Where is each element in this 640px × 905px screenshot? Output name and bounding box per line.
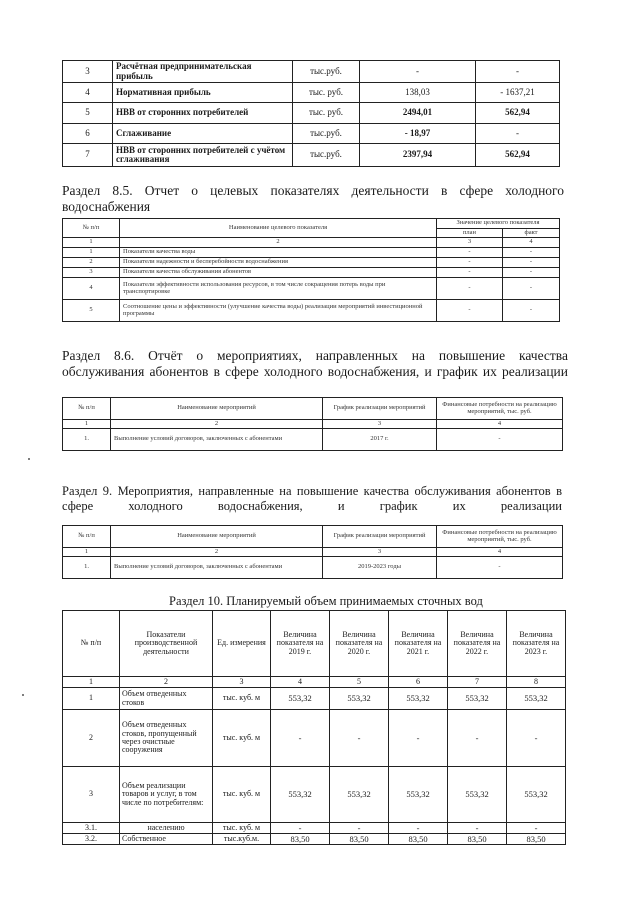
- table-row: [63, 61, 560, 83]
- index-cell: 3: [323, 548, 437, 557]
- header-number: № п/п: [63, 398, 111, 420]
- plan-value: -: [437, 268, 503, 278]
- index-cell: 2: [120, 677, 213, 688]
- schedule-value: 2017 г.: [323, 429, 437, 451]
- indicator-name: НВВ от сторонних потребителей с учётом сглаживания: [113, 144, 293, 167]
- value-2022: 553,32: [448, 688, 507, 710]
- value-2020: 553,32: [330, 688, 389, 710]
- value-2019: -: [271, 823, 330, 834]
- unit-cell: тыс. куб. м: [213, 823, 271, 834]
- indicator-name: населению: [120, 823, 213, 834]
- row-number: 1.: [63, 429, 111, 451]
- table-row: [63, 834, 566, 845]
- value-2019: 553,32: [271, 767, 330, 823]
- value-2021: 553,32: [389, 767, 448, 823]
- section-heading-8-5: Раздел 8.5. Отчет о целевых показателях деятельности в сфере холодного водоснабжения: [62, 183, 564, 214]
- value-2019: 553,32: [271, 688, 330, 710]
- header-measure-name: Наименование мероприятий: [111, 526, 323, 548]
- header-indicator-name: Наименование целевого показателя: [120, 219, 437, 238]
- plan-value: -: [437, 278, 503, 300]
- index-cell: 1: [63, 548, 111, 557]
- row-number: 1: [63, 688, 120, 710]
- table-row: [63, 124, 560, 144]
- row-number: 5: [63, 103, 113, 124]
- value-cell: 562,94: [476, 144, 560, 167]
- measure-name: Выполнение условий договоров, заключенных с абонентами: [111, 429, 323, 451]
- row-number: 5: [63, 300, 120, 322]
- value-2020: -: [330, 823, 389, 834]
- table-row: [63, 429, 563, 451]
- row-number: 2: [63, 710, 120, 767]
- plan-value: -: [437, 258, 503, 268]
- header-plan: план: [437, 229, 503, 238]
- row-number: 4: [63, 278, 120, 300]
- table-row: [63, 557, 563, 579]
- planned-measures-table: [62, 525, 563, 579]
- value-cell: 562,94: [476, 103, 560, 124]
- table-row: [63, 248, 560, 258]
- indicators-table: [62, 60, 560, 167]
- indicator-name: Объем реализации товаров и услуг, в том числе по потребителям:: [120, 767, 213, 823]
- index-cell: 2: [111, 420, 323, 429]
- index-cell: 2: [120, 238, 437, 248]
- value-cell: -: [476, 124, 560, 144]
- header-unit: Ед. измерения: [213, 611, 271, 677]
- row-number: 3.2.: [63, 834, 120, 845]
- section-heading-8-6: Раздел 8.6. Отчёт о мероприятиях, направленных на повышение качества обслуживания абонентов в сфере холодного водоснабжения, и график их реализации: [62, 348, 568, 379]
- row-number: 2: [63, 258, 120, 268]
- indicator-name: Показатели качества воды: [120, 248, 437, 258]
- header-schedule: График реализации мероприятий: [323, 526, 437, 548]
- header-finance: Финансовые потребности на реализацию мероприятий, тыс. руб.: [437, 398, 563, 420]
- unit-cell: тыс.руб.: [293, 61, 360, 83]
- index-cell: 4: [437, 548, 563, 557]
- row-number: 3: [63, 767, 120, 823]
- targets-table: [62, 218, 560, 322]
- indicator-name: Нормативная прибыль: [113, 83, 293, 103]
- indicator-name: Сглаживание: [113, 124, 293, 144]
- index-cell: 4: [437, 420, 563, 429]
- value-2022: 83,50: [448, 834, 507, 845]
- unit-cell: тыс. куб. м: [213, 710, 271, 767]
- indicator-name: Соотношение цены и эффективности (улучшение качества воды) реализации мероприятий инвестиционной программы: [120, 300, 437, 322]
- header-schedule: График реализации мероприятий: [323, 398, 437, 420]
- header-fact: факт: [503, 229, 560, 238]
- indicator-name: Показатели качества обслуживания абонентов: [120, 268, 437, 278]
- fact-value: -: [503, 300, 560, 322]
- row-number: 6: [63, 124, 113, 144]
- index-cell: 7: [448, 677, 507, 688]
- unit-cell: тыс. куб. м: [213, 767, 271, 823]
- value-2022: 553,32: [448, 767, 507, 823]
- table-row: [63, 688, 566, 710]
- value-2020: 553,32: [330, 767, 389, 823]
- row-number: 4: [63, 83, 113, 103]
- header-year-2022: Величина показателя на 2022 г.: [448, 611, 507, 677]
- index-cell: 3: [437, 238, 503, 248]
- header-measure-name: Наименование мероприятий: [111, 398, 323, 420]
- value-2023: 83,50: [507, 834, 566, 845]
- index-row: [63, 677, 566, 688]
- indicator-name: Расчётная предпринимательская прибыль: [113, 61, 293, 83]
- index-cell: 3: [323, 420, 437, 429]
- index-cell: 5: [330, 677, 389, 688]
- row-number: 3: [63, 61, 113, 83]
- value-2020: -: [330, 710, 389, 767]
- indicator-name: Объем отведенных стоков: [120, 688, 213, 710]
- unit-cell: тыс. куб. м: [213, 688, 271, 710]
- value-cell: -: [360, 61, 476, 83]
- table-row: [63, 300, 560, 322]
- index-cell: 6: [389, 677, 448, 688]
- value-2019: 83,50: [271, 834, 330, 845]
- value-2021: -: [389, 823, 448, 834]
- header-indicator-name: Показатели производственной деятельности: [120, 611, 213, 677]
- unit-cell: тыс. руб.: [293, 83, 360, 103]
- row-number: 3.1.: [63, 823, 120, 834]
- value-cell: - 18,97: [360, 124, 476, 144]
- indicator-name: Собственное: [120, 834, 213, 845]
- index-cell: 8: [507, 677, 566, 688]
- header-year-2023: Величина показателя на 2023 г.: [507, 611, 566, 677]
- value-2019: -: [271, 710, 330, 767]
- index-cell: 1: [63, 420, 111, 429]
- fact-value: -: [503, 278, 560, 300]
- value-2022: -: [448, 823, 507, 834]
- index-cell: 2: [111, 548, 323, 557]
- table-row: [63, 83, 560, 103]
- index-row: [63, 238, 560, 248]
- table-row: [63, 268, 560, 278]
- fact-value: -: [503, 268, 560, 278]
- index-row: [63, 420, 563, 429]
- value-cell: 2494,01: [360, 103, 476, 124]
- value-cell: -: [476, 61, 560, 83]
- unit-cell: тыс.куб.м.: [213, 834, 271, 845]
- header-value: Значение целевого показателя: [437, 219, 560, 229]
- header-number: № п/п: [63, 611, 120, 677]
- value-2021: 83,50: [389, 834, 448, 845]
- unit-cell: тыс. руб.: [293, 103, 360, 124]
- value-2022: -: [448, 710, 507, 767]
- plan-value: -: [437, 248, 503, 258]
- unit-cell: тыс.руб.: [293, 144, 360, 167]
- table-row: [63, 710, 566, 767]
- row-number: 3: [63, 268, 120, 278]
- value-2021: 553,32: [389, 688, 448, 710]
- wastewater-volume-table: [62, 610, 566, 845]
- indicator-name: НВВ от сторонних потребителей: [113, 103, 293, 124]
- value-2023: 553,32: [507, 767, 566, 823]
- row-number: 1.: [63, 557, 111, 579]
- finance-value: -: [437, 557, 563, 579]
- index-cell: 4: [271, 677, 330, 688]
- table-row: [63, 144, 560, 167]
- header-finance: Финансовые потребности на реализацию мероприятий, тыс. руб.: [437, 526, 563, 548]
- table-row: [63, 103, 560, 124]
- scan-speck: [22, 694, 24, 696]
- finance-value: -: [437, 429, 563, 451]
- table-row: [63, 278, 560, 300]
- index-cell: 3: [213, 677, 271, 688]
- index-row: [63, 548, 563, 557]
- fact-value: -: [503, 258, 560, 268]
- measure-name: Выполнение условий договоров, заключенных с абонентами: [111, 557, 323, 579]
- value-cell: 2397,94: [360, 144, 476, 167]
- scan-speck: [28, 458, 30, 460]
- value-2021: -: [389, 710, 448, 767]
- table-row: [63, 767, 566, 823]
- value-2023: -: [507, 710, 566, 767]
- plan-value: -: [437, 300, 503, 322]
- value-2023: 553,32: [507, 688, 566, 710]
- header-year-2021: Величина показателя на 2021 г.: [389, 611, 448, 677]
- header-number: № п/п: [63, 526, 111, 548]
- row-number: 7: [63, 144, 113, 167]
- section-heading-10: Раздел 10. Планируемый объем принимаемых сточных вод: [169, 594, 483, 608]
- section-heading-9: Раздел 9. Мероприятия, направленные на повышение качества обслуживания абонентов в сфере холодного водоснабжения, и график их реализации: [62, 484, 562, 513]
- header-year-2019: Величина показателя на 2019 г.: [271, 611, 330, 677]
- fact-value: -: [503, 248, 560, 258]
- table-row: [63, 823, 566, 834]
- indicator-name: Объем отведенных стоков, пропущенный через очистные сооружения: [120, 710, 213, 767]
- value-cell: 138,03: [360, 83, 476, 103]
- indicator-name: Показатели надежности и бесперебойности водоснабжения: [120, 258, 437, 268]
- value-2023: -: [507, 823, 566, 834]
- unit-cell: тыс.руб.: [293, 124, 360, 144]
- value-cell: - 1637,21: [476, 83, 560, 103]
- table-row: [63, 258, 560, 268]
- measures-table: [62, 397, 563, 451]
- value-2020: 83,50: [330, 834, 389, 845]
- indicator-name: Показатели эффективности использования ресурсов, в том числе сокращения потерь воды при транспортировке: [120, 278, 437, 300]
- header-year-2020: Величина показателя на 2020 г.: [330, 611, 389, 677]
- index-cell: 4: [503, 238, 560, 248]
- schedule-value: 2019-2023 годы: [323, 557, 437, 579]
- header-number: № п/п: [63, 219, 120, 238]
- row-number: 1: [63, 248, 120, 258]
- index-cell: 1: [63, 238, 120, 248]
- index-cell: 1: [63, 677, 120, 688]
